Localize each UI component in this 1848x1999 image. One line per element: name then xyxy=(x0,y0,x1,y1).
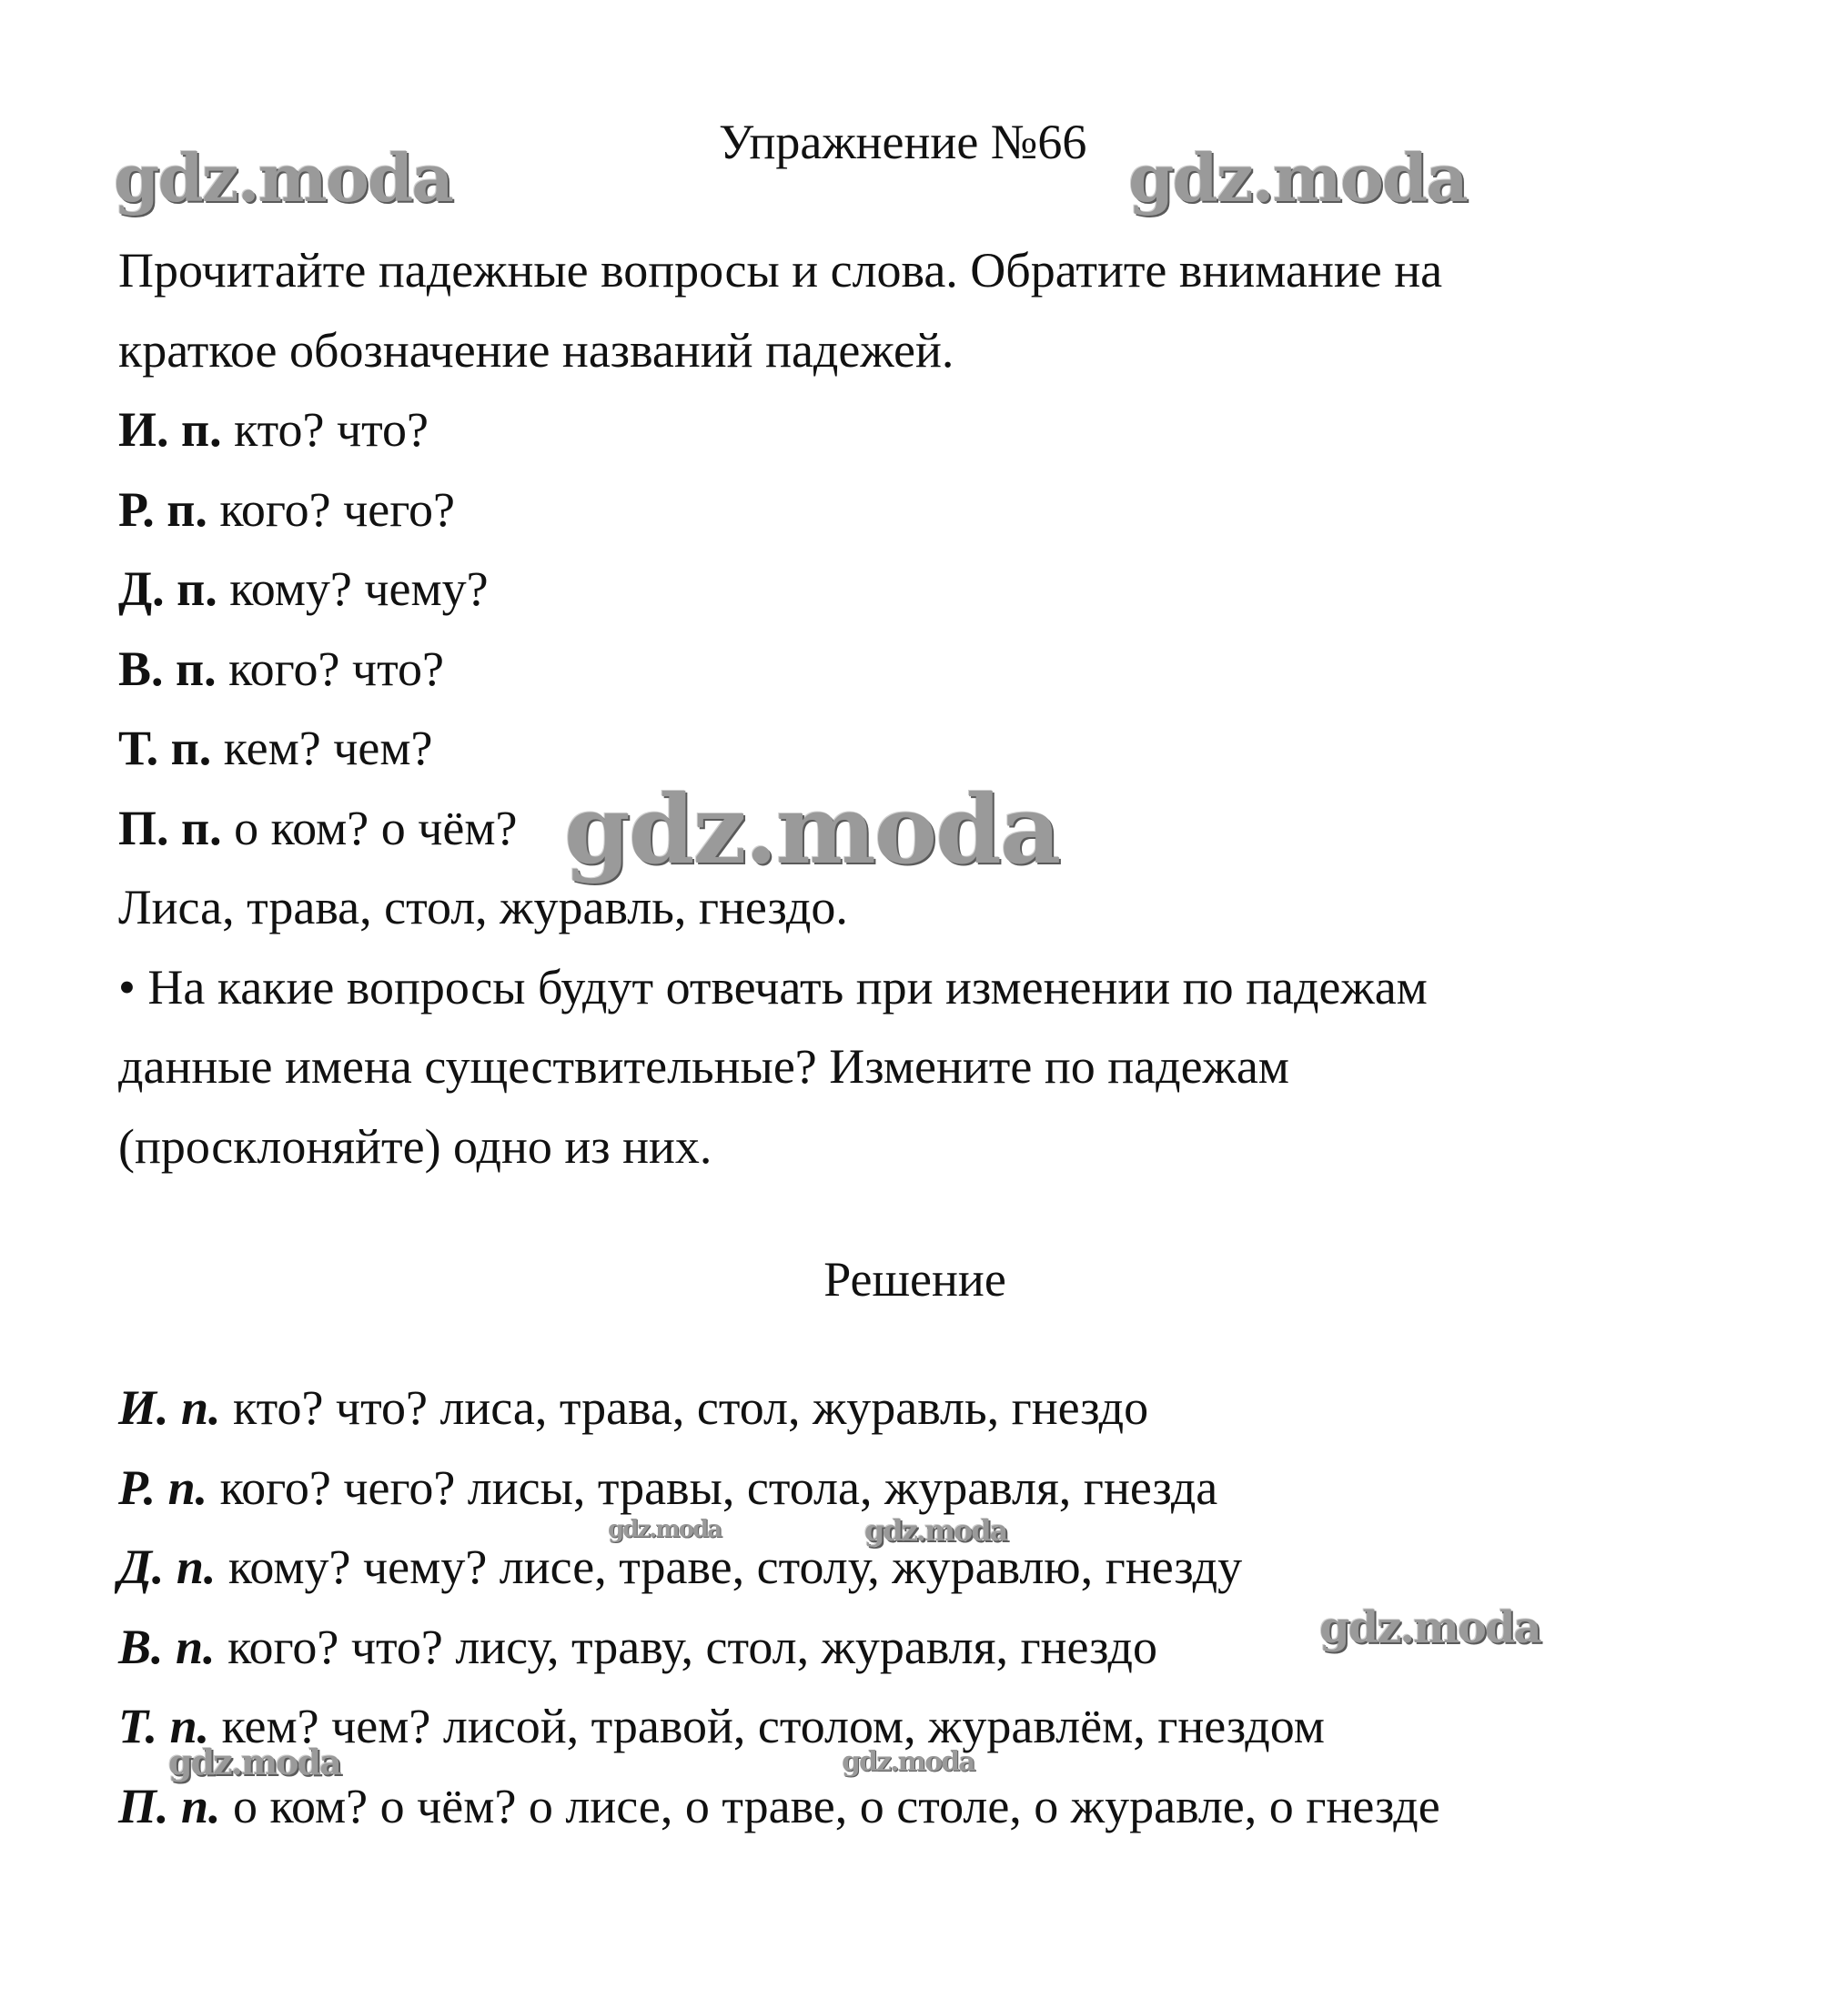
solution-text: кто? что? лиса, трава, стол, журавль, гнездо xyxy=(233,1380,1149,1435)
solution-text: кому? чему? лисе, траве, столу, журавлю, гнезду xyxy=(227,1540,1243,1594)
solution-heading: Решение xyxy=(823,1252,1006,1307)
solution-text: о ком? о чём? о лисе, о траве, о столе, о журавле, о гнезде xyxy=(233,1779,1440,1833)
watermark: gdz.moda xyxy=(1319,1602,1540,1653)
case-abbr: И. п. xyxy=(118,1380,221,1435)
solution-row-genitive xyxy=(118,1460,1218,1515)
case-row-nominative xyxy=(118,402,429,457)
case-questions: кто? что? xyxy=(234,402,429,457)
solution-text: кого? что? лису, траву, стол, журавля, гнездо xyxy=(227,1620,1157,1674)
watermark: gdz.moda xyxy=(842,1746,974,1778)
case-questions: кого? что? xyxy=(228,641,444,696)
case-row-genitive xyxy=(118,482,456,537)
solution-row-nominative xyxy=(118,1380,1149,1435)
case-abbr: Р. п. xyxy=(118,482,207,537)
solution-row-prepositional xyxy=(118,1779,1440,1833)
task-question-line-1: • На какие вопросы будут отвечать при изменении по падежам xyxy=(118,960,1428,1015)
case-abbr: И. п. xyxy=(118,402,222,457)
watermark: gdz.moda xyxy=(1128,139,1467,217)
solution-text: кого? чего? лисы, травы, стола, журавля, гнезда xyxy=(219,1460,1218,1515)
case-abbr: Р. п. xyxy=(118,1460,208,1515)
task-intro-line-2: краткое обозначение названий падежей. xyxy=(118,323,954,378)
case-abbr: П. п. xyxy=(118,801,222,855)
case-abbr: Д. п. xyxy=(118,1540,217,1594)
case-questions: кому? чему? xyxy=(229,561,489,616)
case-questions: кем? чем? xyxy=(223,721,433,775)
task-intro-line-1: Прочитайте падежные вопросы и слова. Обратите внимание на xyxy=(118,243,1443,298)
case-abbr: Д. п. xyxy=(118,561,217,616)
watermark: gdz.moda xyxy=(168,1742,340,1782)
task-words: Лиса, трава, стол, журавль, гнездо. xyxy=(118,880,848,934)
case-questions: о ком? о чём? xyxy=(234,801,518,855)
watermark: gdz.moda xyxy=(608,1516,722,1543)
case-row-accusative xyxy=(118,641,444,696)
case-questions: кого? чего? xyxy=(219,482,456,537)
task-question-line-3: (просклоняйте) одно из них. xyxy=(118,1119,712,1174)
watermark: gdz.moda xyxy=(564,773,1060,885)
watermark: gdz.moda xyxy=(114,139,452,217)
case-row-prepositional xyxy=(118,803,518,853)
case-abbr: В. п. xyxy=(118,641,217,696)
solution-row-accusative xyxy=(118,1620,1157,1674)
case-row-dative xyxy=(118,561,489,616)
solution-text: кем? чем? лисой, травой, столом, журавлём, гнездом xyxy=(221,1699,1325,1753)
case-row-instrumental xyxy=(118,721,433,775)
case-abbr: В. п. xyxy=(118,1620,216,1674)
watermark: gdz.moda xyxy=(864,1513,1007,1548)
exercise-title: Упражнение №66 xyxy=(719,115,1087,169)
solution-row-dative xyxy=(118,1540,1243,1594)
case-abbr: Т. п. xyxy=(118,1699,210,1753)
case-abbr: Т. п. xyxy=(118,721,212,775)
case-abbr: П. п. xyxy=(118,1779,221,1833)
task-question-line-2: данные имена существительные? Измените по падежам xyxy=(118,1039,1289,1094)
